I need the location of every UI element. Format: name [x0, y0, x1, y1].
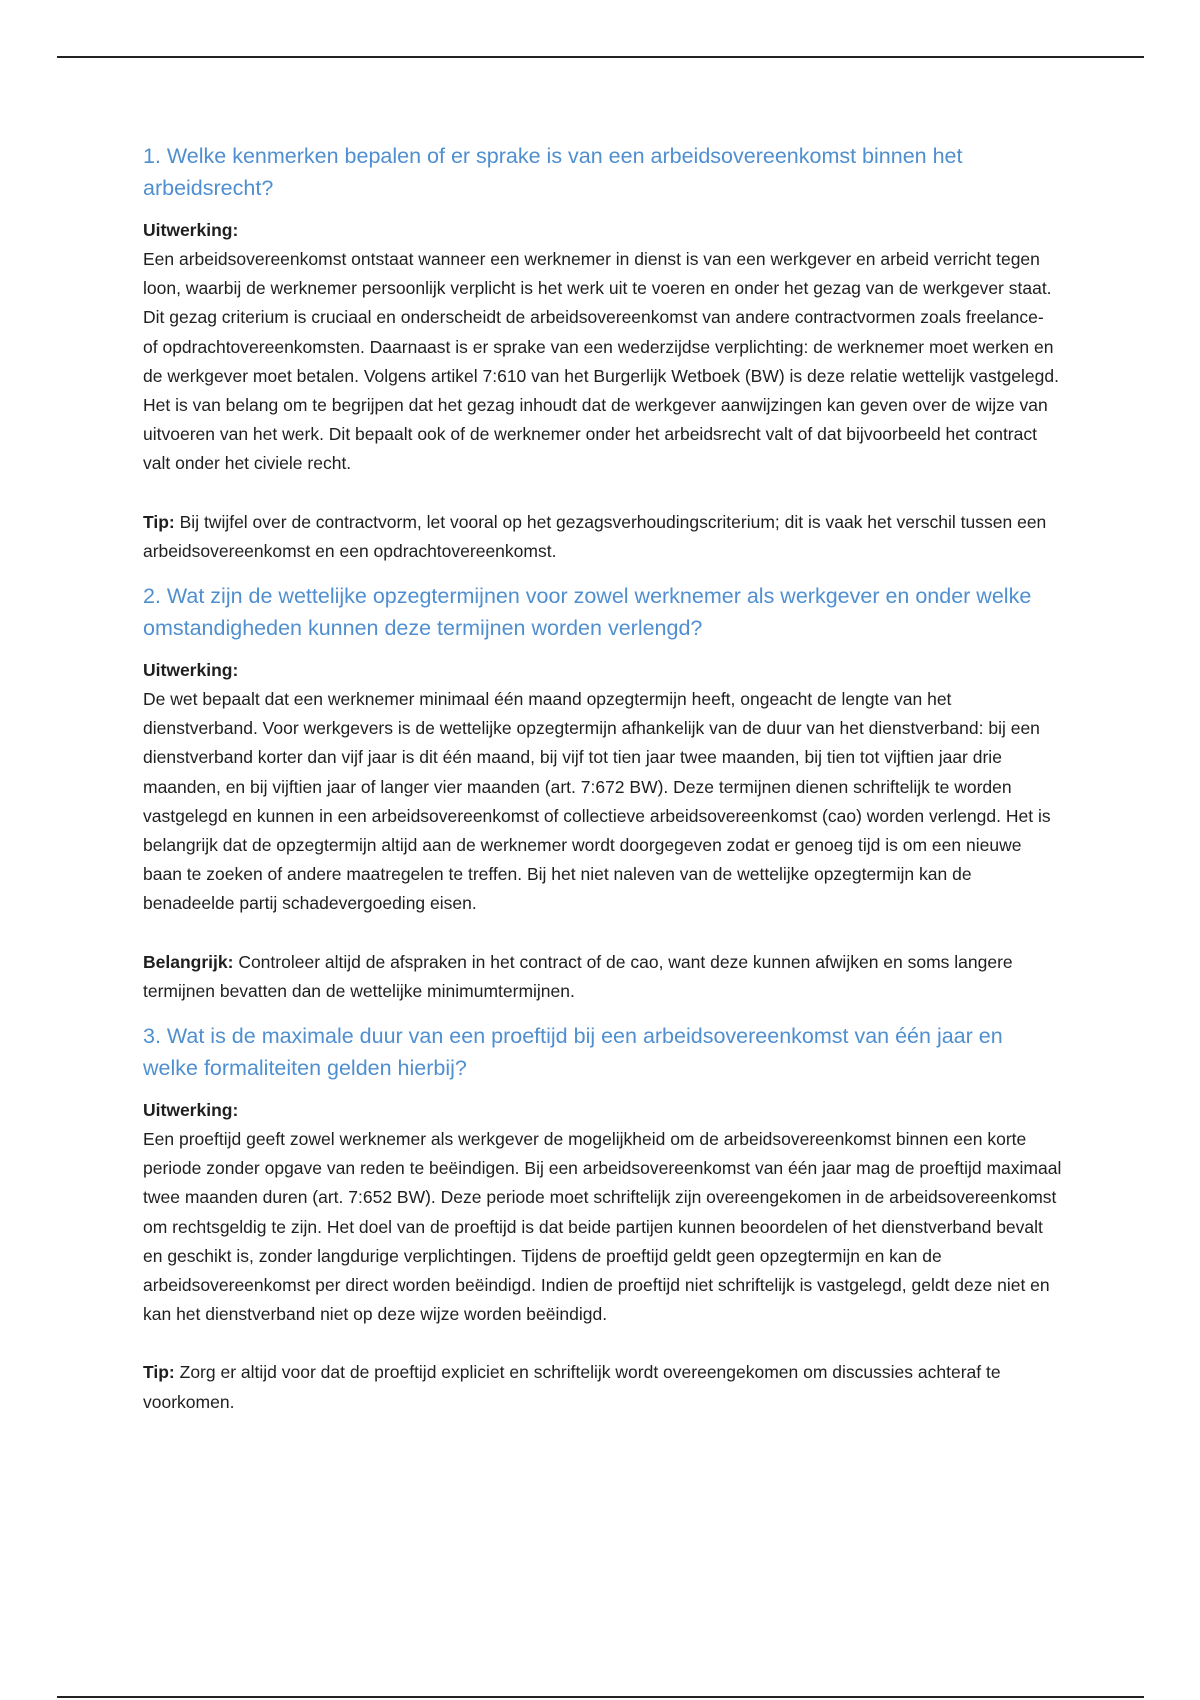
- document-content: [143, 140, 1063, 1417]
- elaboration-text: Een proeftijd geeft zowel werknemer als werkgever de mogelijkheid om de arbeidsovereenkomst binnen een korte periode zonder opgave van reden te beëindigen. Bij een arbeidsovereenkomst van één jaar mag de proeftijd maximaal twee maanden duren (art. 7:652 BW). Deze periode moet schriftelijk zijn overeengekomen in de arbeidsovereenkomst om rechtsgeldig te zijn. Het doel van de proeftijd is dat beide partijen kunnen beoordelen of het dienstverband bevalt en geschikt is, zonder langdurige verplichtingen. Tijdens de proeftijd geldt geen opzegtermijn en kan de arbeidsovereenkomst per direct worden beëindigd. Indien de proeftijd niet schriftelijk is vastgelegd, geldt deze niet en kan het dienstverband niet op deze wijze worden beëindigd.: [143, 1129, 1062, 1325]
- elaboration-text: De wet bepaalt dat een werknemer minimaal één maand opzegtermijn heeft, ongeacht de lengte van het dienstverband. Voor werkgevers is de wettelijke opzegtermijn afhankelijk van de duur van het dienstverband: bij een dienstverband korter dan vijf jaar is dit één maand, bij vijf tot tien jaar twee maanden, bij tien tot vijftien jaar drie maanden, en bij vijftien jaar of langer vier maanden (art. 7:672 BW). Deze termijnen dienen schriftelijk te worden vastgelegd en kunnen in een arbeidsovereenkomst of collectieve arbeidsovereenkomst (cao) worden verlengd. Het is belangrijk dat de opzegtermijn altijd aan de werknemer wordt doorgegeven zodat er genoeg tijd is om een nieuwe baan te zoeken of andere maatregelen te treffen. Bij het niet naleven van de wettelijke opzegtermijn kan de benadeelde partij schadevergoeding eisen.: [143, 689, 1051, 914]
- question-title: 2. Wat zijn de wettelijke opzegtermijnen voor zowel werknemer als werkgever en onder welke omstandigheden kunnen deze termijnen worden verlengd?: [143, 584, 1032, 641]
- question-section-3: [143, 1020, 1063, 1417]
- elaboration-label: Uitwerking:: [143, 1100, 239, 1121]
- important-text: Controleer altijd de afspraken in het contract of de cao, want deze kunnen afwijken en soms langere termijnen bevatten dan de wettelijke minimumtermijnen.: [143, 951, 1013, 1001]
- elaboration-text: Een arbeidsovereenkomst ontstaat wanneer een werknemer in dienst is van een werkgever en arbeid verricht tegen loon, waarbij de werknemer persoonlijk verplicht is het werk uit te voeren en onder het gezag van de werkgever staat. Dit gezag criterium is cruciaal en onderscheidt de arbeidsovereenkomst van andere contractvormen zoals freelance- of opdrachtovereenkomsten. Daarnaast is er sprake van een wederzijdse verplichting: de werknemer moet werken en de werkgever moet betalen. Volgens artikel 7:610 van het Burgerlijk Wetboek (BW) is deze relatie wettelijk vastgelegd. Het is van belang om te begrijpen dat het gezag inhoudt dat de werkgever aanwijzingen kan geven over de wijze van uitvoeren van het werk. Dit bepaalt ook of de werknemer onder het arbeidsrecht valt of dat bijvoorbeeld het contract valt onder het civiele recht.: [143, 249, 1059, 474]
- elaboration-label: Uitwerking:: [143, 220, 239, 240]
- footer-rule: [57, 1696, 1144, 1698]
- tip-text: Bij twijfel over de contractvorm, let vooral op het gezagsverhoudingscriterium; dit is vaak het verschil tussen een arbeidsovereenkomst en een opdrachtovereenkomst.: [143, 511, 1047, 561]
- tip-label: Tip:: [143, 511, 175, 532]
- question-section-2: [143, 580, 1063, 1006]
- tip-text: Zorg er altijd voor dat de proeftijd expliciet en schriftelijk wordt overeengekomen om discussies achteraf te voorkomen.: [143, 1362, 1001, 1412]
- elaboration-label: Uitwerking:: [143, 660, 239, 681]
- important-label: Belangrijk:: [143, 951, 234, 972]
- question-title: 1. Welke kenmerken bepalen of er sprake is van een arbeidsovereenkomst binnen het arbeidsrecht?: [143, 144, 963, 200]
- header-rule: [57, 56, 1144, 58]
- question-title: 3. Wat is de maximale duur van een proeftijd bij een arbeidsovereenkomst van één jaar en welke formaliteiten gelden hierbij?: [143, 1024, 1003, 1081]
- tip-note: [143, 508, 1063, 566]
- important-note: [143, 948, 1063, 1006]
- tip-note: [143, 1358, 1063, 1416]
- tip-label: Tip:: [143, 1362, 175, 1383]
- question-section-1: [143, 140, 1063, 566]
